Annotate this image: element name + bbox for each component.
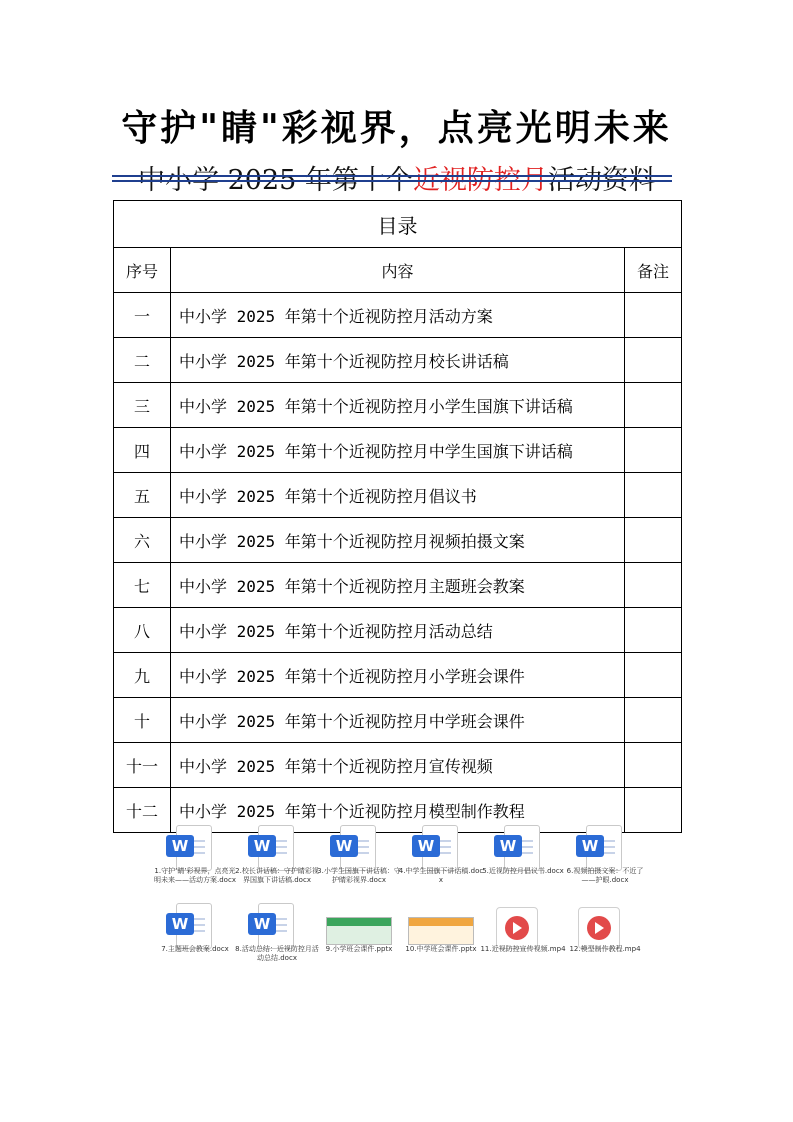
row-note (625, 788, 682, 833)
row-note (625, 653, 682, 698)
row-content: 中小学 2025 年第十个近视防控月宣传视频 (171, 743, 625, 788)
toc-heading: 目录 (114, 201, 682, 248)
table-row (114, 608, 682, 653)
file-name: 7.主题班会教案.docx (161, 945, 229, 953)
row-note (625, 518, 682, 563)
row-content: 中小学 2025 年第十个近视防控月倡议书 (171, 473, 625, 518)
table-row (114, 293, 682, 338)
toc-table (113, 200, 682, 833)
row-content: 中小学 2025 年第十个近视防控月主题班会教案 (171, 563, 625, 608)
row-content: 中小学 2025 年第十个近视防控月活动总结 (171, 608, 625, 653)
row-note (625, 383, 682, 428)
table-row (114, 473, 682, 518)
document-subtitle (112, 158, 682, 197)
row-content: 中小学 2025 年第十个近视防控月视频拍摄文案 (171, 518, 625, 563)
column-header-content: 内容 (171, 248, 625, 293)
table-row (114, 383, 682, 428)
row-number: 七 (114, 563, 171, 608)
table-row (114, 698, 682, 743)
strike-line (112, 175, 672, 177)
word-doc-icon: W (412, 825, 458, 881)
row-number: 二 (114, 338, 171, 383)
row-note (625, 743, 682, 788)
table-row (114, 338, 682, 383)
row-number: 九 (114, 653, 171, 698)
file-name: 11.近视防控宣传视频.mp4 (480, 945, 566, 953)
word-doc-icon: W (166, 825, 212, 881)
word-doc-icon: W (248, 903, 294, 959)
toc-column-header-row (114, 248, 682, 293)
row-number: 八 (114, 608, 171, 653)
file-name: 5.近视防控月倡议书.docx (482, 867, 564, 875)
table-row (114, 428, 682, 473)
row-number: 十二 (114, 788, 171, 833)
row-number: 一 (114, 293, 171, 338)
file-name: 9.小学班会课件.pptx (325, 945, 393, 953)
word-doc-icon: W (494, 825, 540, 881)
row-note (625, 338, 682, 383)
word-doc-icon: W (166, 903, 212, 959)
ppt-thumbnail-icon (326, 917, 392, 945)
table-row (114, 653, 682, 698)
row-note (625, 293, 682, 338)
row-content: 中小学 2025 年第十个近视防控月中学生国旗下讲话稿 (171, 428, 625, 473)
row-note (625, 473, 682, 518)
strike-line (112, 180, 672, 182)
row-number: 三 (114, 383, 171, 428)
file-name: 8.活动总结：近视防控月活动总结.docx (235, 945, 319, 962)
word-doc-icon: W (330, 825, 376, 881)
row-content: 中小学 2025 年第十个近视防控月校长讲话稿 (171, 338, 625, 383)
row-note (625, 428, 682, 473)
row-content: 中小学 2025 年第十个近视防控月活动方案 (171, 293, 625, 338)
row-content: 中小学 2025 年第十个近视防控月模型制作教程 (171, 788, 625, 833)
table-row (114, 563, 682, 608)
row-number: 十一 (114, 743, 171, 788)
video-play-icon (578, 907, 620, 949)
row-content: 中小学 2025 年第十个近视防控月小学生国旗下讲话稿 (171, 383, 625, 428)
video-play-icon (496, 907, 538, 949)
file-name: 12.模型制作教程.mp4 (569, 945, 641, 953)
file-name: 4.中学生国旗下讲话稿.docx (398, 867, 484, 884)
file-name: 2.校长讲话稿：守护睛彩视界国旗下讲话稿.docx (235, 867, 319, 884)
row-number: 十 (114, 698, 171, 743)
column-header-number: 序号 (114, 248, 171, 293)
word-doc-icon: W (576, 825, 622, 881)
row-note (625, 608, 682, 653)
row-note (625, 563, 682, 608)
file-name: 3.小学生国旗下讲话稿：守护睛彩视界.docx (317, 867, 401, 884)
row-content: 中小学 2025 年第十个近视防控月中学班会课件 (171, 698, 625, 743)
file-name: 6.视频拍摄文案：不近了——护眼.docx (566, 867, 644, 884)
table-row (114, 743, 682, 788)
row-note (625, 698, 682, 743)
column-header-note: 备注 (625, 248, 682, 293)
word-doc-icon: W (248, 825, 294, 881)
table-row (114, 518, 682, 563)
file-name: 1.守护‘睛’彩视界，点亮光明未来——活动方案.docx (154, 867, 236, 884)
row-number: 五 (114, 473, 171, 518)
row-number: 四 (114, 428, 171, 473)
toc-heading-row (114, 201, 682, 248)
row-content: 中小学 2025 年第十个近视防控月小学班会课件 (171, 653, 625, 698)
file-name: 10.中学班会课件.pptx (405, 945, 477, 953)
row-number: 六 (114, 518, 171, 563)
ppt-thumbnail-icon (408, 917, 474, 945)
document-title: 守护"睛"彩视界，点亮光明未来 (121, 107, 672, 149)
